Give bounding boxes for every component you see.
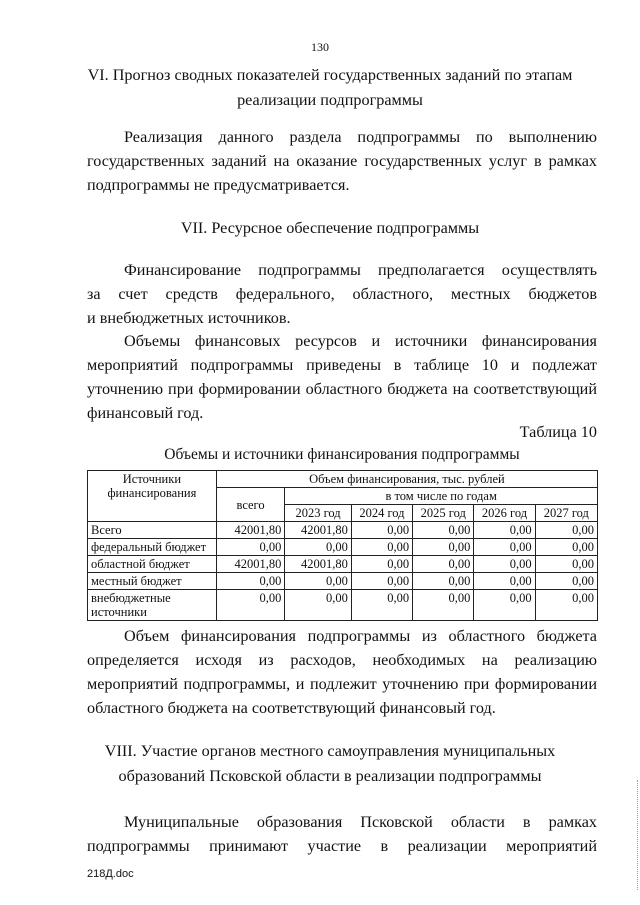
row-label: местный бюджет (88, 573, 217, 590)
paragraph-line: и внебюджетных источников. (87, 309, 291, 327)
page-number: 130 (311, 40, 329, 54)
cell-value: 0,00 (351, 573, 412, 590)
cell-value: 0,00 (535, 522, 597, 539)
table-row (88, 590, 598, 621)
paragraph-line: областного бюджета на соответствующий финансовый год. (87, 699, 496, 717)
cell-value: 0,00 (413, 590, 474, 621)
cell-value: 0,00 (351, 556, 412, 573)
cell-value: 0,00 (474, 522, 535, 539)
header-year: 2023 год (285, 505, 351, 522)
row-label: федеральный бюджет (88, 539, 217, 556)
row-label: Всего (88, 522, 217, 539)
row-label: внебюджетные источники (88, 590, 217, 621)
section-6-heading-line: VI. Прогноз сводных показателей государственных заданий по этапам (87, 66, 573, 84)
cell-value: 0,00 (413, 573, 474, 590)
section-8-heading-line: VIII. Участие органов местного самоуправления муниципальных (104, 742, 556, 760)
paragraph-line: Объемы финансовых ресурсов и источники финансирования (124, 332, 597, 350)
cell-value: 0,00 (285, 573, 351, 590)
cell-value: 0,00 (535, 573, 597, 590)
section-7-paragraph-2 (87, 329, 597, 425)
cell-value: 0,00 (216, 590, 285, 621)
row-label: областной бюджет (88, 556, 217, 573)
paragraph-line: государственных заданий на оказание государственных услуг в рамках (87, 152, 597, 170)
paragraph-line: подпрограммы не предусматривается. (87, 176, 350, 194)
paragraph-line: Объем финансирования подпрограммы из областного бюджета (124, 627, 597, 645)
section-8-heading-line: образований Псковской области в реализации подпрограммы (118, 767, 542, 785)
cell-value: 0,00 (535, 539, 597, 556)
cell-value: 0,00 (535, 556, 597, 573)
paragraph-line: уточнению при формировании областного бюджета на соответствующий (87, 380, 597, 398)
section-6-heading-line: реализации подпрограммы (237, 91, 423, 109)
cell-value: 0,00 (535, 590, 597, 621)
cell-value: 42001,80 (285, 522, 351, 539)
scan-edge-divider (636, 780, 638, 890)
header-total: всего (216, 488, 285, 522)
cell-value: 0,00 (351, 539, 412, 556)
cell-value: 0,00 (351, 522, 412, 539)
file-name-footer: 218Д.doc (87, 868, 134, 880)
header-volume: Объем финансирования, тыс. рублей (216, 471, 597, 488)
section-7-heading (60, 216, 600, 241)
section-7-heading-line: VII. Ресурсное обеспечение подпрограммы (180, 219, 480, 237)
header-year: 2026 год (474, 505, 535, 522)
cell-value: 42001,80 (216, 556, 285, 573)
cell-value: 0,00 (285, 590, 351, 621)
cell-value: 0,00 (474, 556, 535, 573)
table-title: Объемы и источники финансирования подпрограммы (164, 446, 520, 463)
paragraph-line: мероприятий подпрограммы, и подлежит уточнению при формировании (87, 675, 597, 693)
section-8-paragraph (87, 810, 597, 858)
header-year: 2024 год (351, 505, 412, 522)
paragraph-line: за счет средств федерального, областного, местных бюджетов (87, 285, 597, 303)
cell-value: 0,00 (413, 556, 474, 573)
paragraph-line: Реализация данного раздела подпрограммы по выполнению (124, 128, 597, 146)
section-7-paragraph-1 (87, 258, 597, 330)
cell-value: 0,00 (216, 573, 285, 590)
header-sources: Источники финансирования (88, 471, 217, 522)
section-7-paragraph-3 (87, 624, 597, 720)
table-row (88, 522, 598, 539)
header-by-years: в том числе по годам (285, 488, 598, 505)
table-row (88, 556, 598, 573)
header-year: 2025 год (413, 505, 474, 522)
section-6-heading (60, 63, 600, 113)
paragraph-line: мероприятий подпрограммы приведены в таблице 10 и подлежат (87, 356, 597, 374)
table-row (88, 539, 598, 556)
cell-value: 0,00 (351, 590, 412, 621)
cell-value: 42001,80 (216, 522, 285, 539)
paragraph-line: Муниципальные образования Псковской области в рамках (124, 813, 597, 831)
table-row (88, 573, 598, 590)
paragraph-line: Финансирование подпрограммы предполагается осуществлять (124, 261, 597, 279)
cell-value: 0,00 (285, 539, 351, 556)
table-header-row (88, 471, 598, 488)
cell-value: 0,00 (474, 590, 535, 621)
cell-value: 0,00 (474, 573, 535, 590)
paragraph-line: подпрограммы принимают участие в реализации мероприятий (87, 837, 597, 855)
cell-value: 0,00 (216, 539, 285, 556)
paragraph-line: финансовый год. (87, 404, 204, 422)
paragraph-line: определяется исходя из расходов, необходимых на реализацию (87, 651, 597, 669)
cell-value: 0,00 (413, 539, 474, 556)
table-caption: Таблица 10 (519, 423, 597, 441)
cell-value: 42001,80 (285, 556, 351, 573)
cell-value: 0,00 (474, 539, 535, 556)
header-year: 2027 год (535, 505, 597, 522)
financing-table (87, 470, 598, 621)
cell-value: 0,00 (413, 522, 474, 539)
section-8-heading (60, 739, 600, 789)
section-6-paragraph (87, 125, 597, 197)
